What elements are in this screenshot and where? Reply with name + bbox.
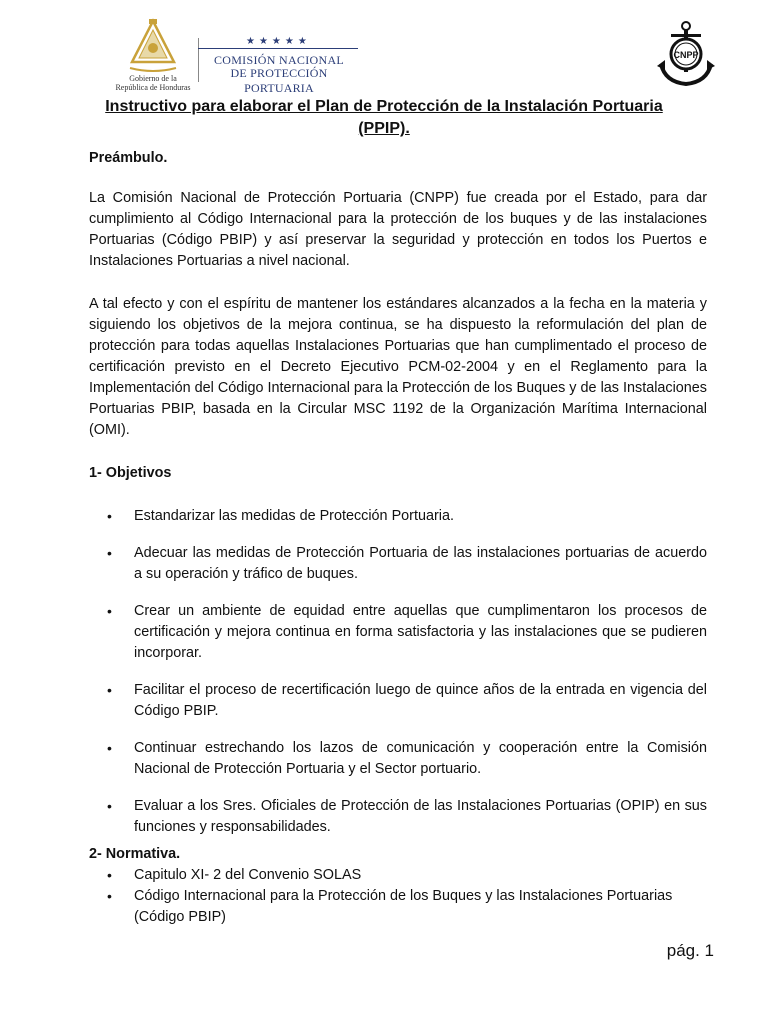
list-item: • Código Internacional para la Protección de los Buques y las Instalaciones Portuarias (Código PBIP) — [89, 886, 707, 928]
cnpp-name-line2: DE PROTECCIÓN PORTUARIA — [230, 66, 328, 95]
list-item: • Continuar estrechando los lazos de comunicación y cooperación entre la Comisión Nacional de Protección Portuaria y el Sector portuario. — [89, 738, 707, 780]
gov-text-line1: Gobierno de la — [129, 74, 177, 83]
list-item: • Adecuar las medidas de Protección Portuaria de las instalaciones portuarias de acuerdo a su operación y tráfico de buques. — [89, 543, 707, 585]
list-item: • Evaluar a los Sres. Oficiales de Protección de las Instalaciones Portuarias (OPIP) en sus funciones y responsabilidades. — [89, 796, 707, 838]
list-item: • Facilitar el proceso de recertificación luego de quince años de la entrada en vigencia del Código PBIP. — [89, 680, 707, 722]
normativa-heading: 2- Normativa. — [89, 846, 181, 862]
seal-text: CNPP — [673, 50, 699, 60]
honduras-government-logo — [108, 18, 198, 96]
cnpp-anchor-seal — [655, 18, 717, 90]
document-title: Instructivo para elaborar el Plan de Protección de la Instalación Portuaria (PPIP). — [105, 98, 663, 137]
stars-icon: ★★★★★ — [246, 36, 311, 47]
list-item: • Estandarizar las medidas de Protección Portuaria. — [89, 506, 707, 527]
list-item: • Capitulo XI- 2 del Convenio SOLAS — [89, 865, 707, 886]
preamble-paragraph-2: A tal efecto y con el espíritu de mantener los estándares alcanzados a la fecha en la materia y siguiendo los objetivos de la mejora continua, se ha dispuesto la reformulación del plan de protección para todas aquellas Instalaciones Portuarias que han cumplimentado el proceso de certificación previsto en el Decreto Ejecutivo PCM-02-2004 y en el Reglamento para la Implementación del Código Internacional para la Protección de los Buques y de las Instalaciones Portuarias PBIP, basada en la Circular MSC 1192 de la Organización Marítima Internacional (OMI). — [89, 296, 707, 438]
preamble-heading: Preámbulo. — [89, 150, 168, 166]
list-item: • Crear un ambiente de equidad entre aquellas que cumplimentaron los procesos de certificación y mejora continua en forma satisfactoria y las instalaciones que se pudieren incorporar. — [89, 601, 707, 664]
cnpp-name-line1: COMISIÓN NACIONAL — [213, 53, 345, 67]
coat-of-arms-icon — [122, 18, 184, 74]
cnpp-rule — [198, 48, 358, 49]
gov-text-line2: República de Honduras — [115, 83, 191, 92]
preamble-paragraph-1: La Comisión Nacional de Protección Portuaria (CNPP) fue creada por el Estado, para dar cumplimiento al Código Internacional para la protección de los buques y de las instalaciones Portuarias (Código PBIP) y así preservar la seguridad y protección en todos los Puertos e Instalaciones Portuarias a nivel nacional. — [89, 190, 707, 269]
objectives-list — [89, 506, 707, 838]
normativa-list — [89, 865, 707, 928]
cnpp-wordmark — [198, 36, 362, 95]
page-header — [0, 0, 768, 100]
objectives-heading: 1- Objetivos — [89, 465, 172, 481]
page-number: pág. 1 — [666, 941, 714, 960]
anchor-icon — [655, 18, 717, 90]
document-body — [89, 148, 707, 928]
